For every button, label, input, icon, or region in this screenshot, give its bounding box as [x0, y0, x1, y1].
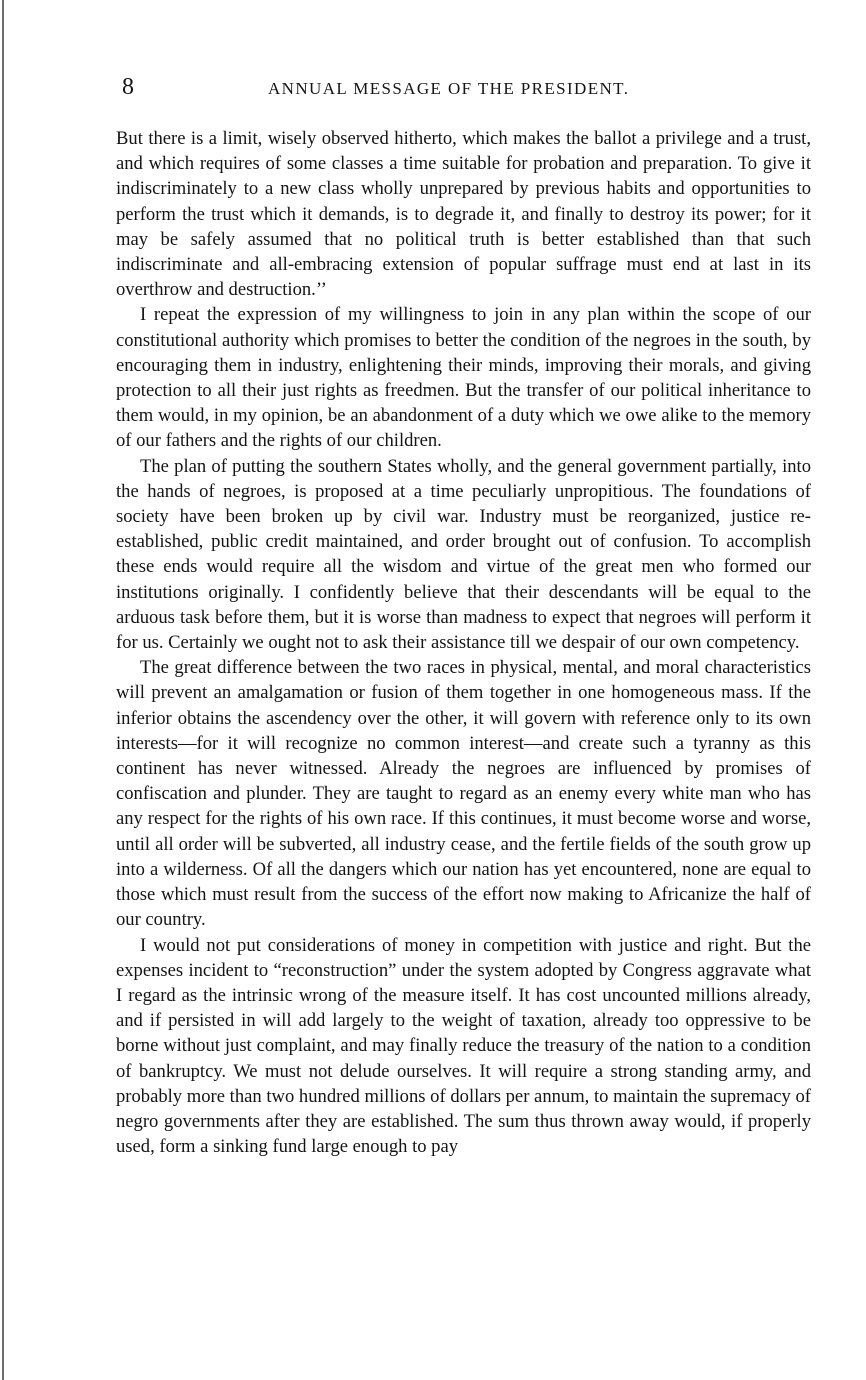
body-text [116, 126, 811, 1159]
paragraph: The plan of putting the southern States wholly, and the general government partially, into the hands of negroes, is proposed at a time peculiarly unpropitious. The foundations of society have been broken up by civil war. Industry must be reorganized, justice re-established, public credit maintained, and order brought out of confusion. To accomplish these ends would require all the wisdom and virtue of the great men who formed our institutions originally. I confidently believe that their descendants will be equal to the arduous task before them, but it is worse than madness to expect that negroes will perform it for us. Certainly we ought not to ask their assistance till we despair of our own competency. [116, 455, 811, 654]
page-edge-line [2, 0, 4, 1380]
paragraph: I would not put considerations of money in competition with justice and right. But the expenses incident to “reconstruction” under the system adopted by Congress aggravate what I regard as the intrinsic wrong of the measure itself. It has cost uncounted millions already, and if persisted in will add largely to the weight of taxation, already too oppressive to be borne without just complaint, and may finally reduce the treasury of the nation to a condition of bankruptcy. We must not delude ourselves. It will require a strong standing army, and probably more than two hundred millions of dollars per annum, to maintain the supremacy of negro governments after they are established. The sum thus thrown away would, if properly used, form a sinking fund large enough to pay [116, 934, 811, 1158]
paragraph: I repeat the expression of my willingness to join in any plan within the scope of our constitutional authority which promises to better the condition of the negroes in the south, by encouraging them in industry, enlightening their minds, improving their morals, and giving protection to all their just rights as freedmen. But the transfer of our political inheritance to them would, in my opinion, be an abandonment of a duty which we owe alike to the memory of our fathers and the rights of our children. [116, 304, 811, 452]
paragraph: The great difference between the two races in physical, mental, and moral characteristics will prevent an amalgamation or fusion of them together in one homogeneous mass. If the inferior obtains the ascendency over the other, it will govern with reference only to its own interests—for it will recognize no common interest—and create such a tyranny as this continent has never witnessed. Already the negroes are influenced by promises of confiscation and plunder. They are taught to regard as an enemy every white man who has any respect for the rights of his own race. If this continues, it must become worse and worse, until all order will be subverted, all industry cease, and the fertile fields of the south grow up into a wilderness. Of all the dangers which our nation has yet encountered, none are equal to those which must result from the success of the effort now making to Africanize the half of our country. [116, 657, 811, 931]
page-number: 8 [122, 74, 134, 100]
paragraph: But there is a limit, wisely observed hitherto, which makes the ballot a privilege and a trust, and which requires of some classes a time suitable for probation and preparation. To give it indiscriminately to a new class wholly unprepared by previous habits and opportunities to perform the trust which it demands, is to degrade it, and finally to destroy its power; for it may be safely assumed that no political truth is better established than that such indiscriminate and all-embracing extension of popular suffrage must end at last in its overthrow and destruction.’’ [116, 128, 811, 301]
page-header [122, 72, 812, 106]
running-title: ANNUAL MESSAGE OF THE PRESIDENT. [268, 79, 630, 98]
